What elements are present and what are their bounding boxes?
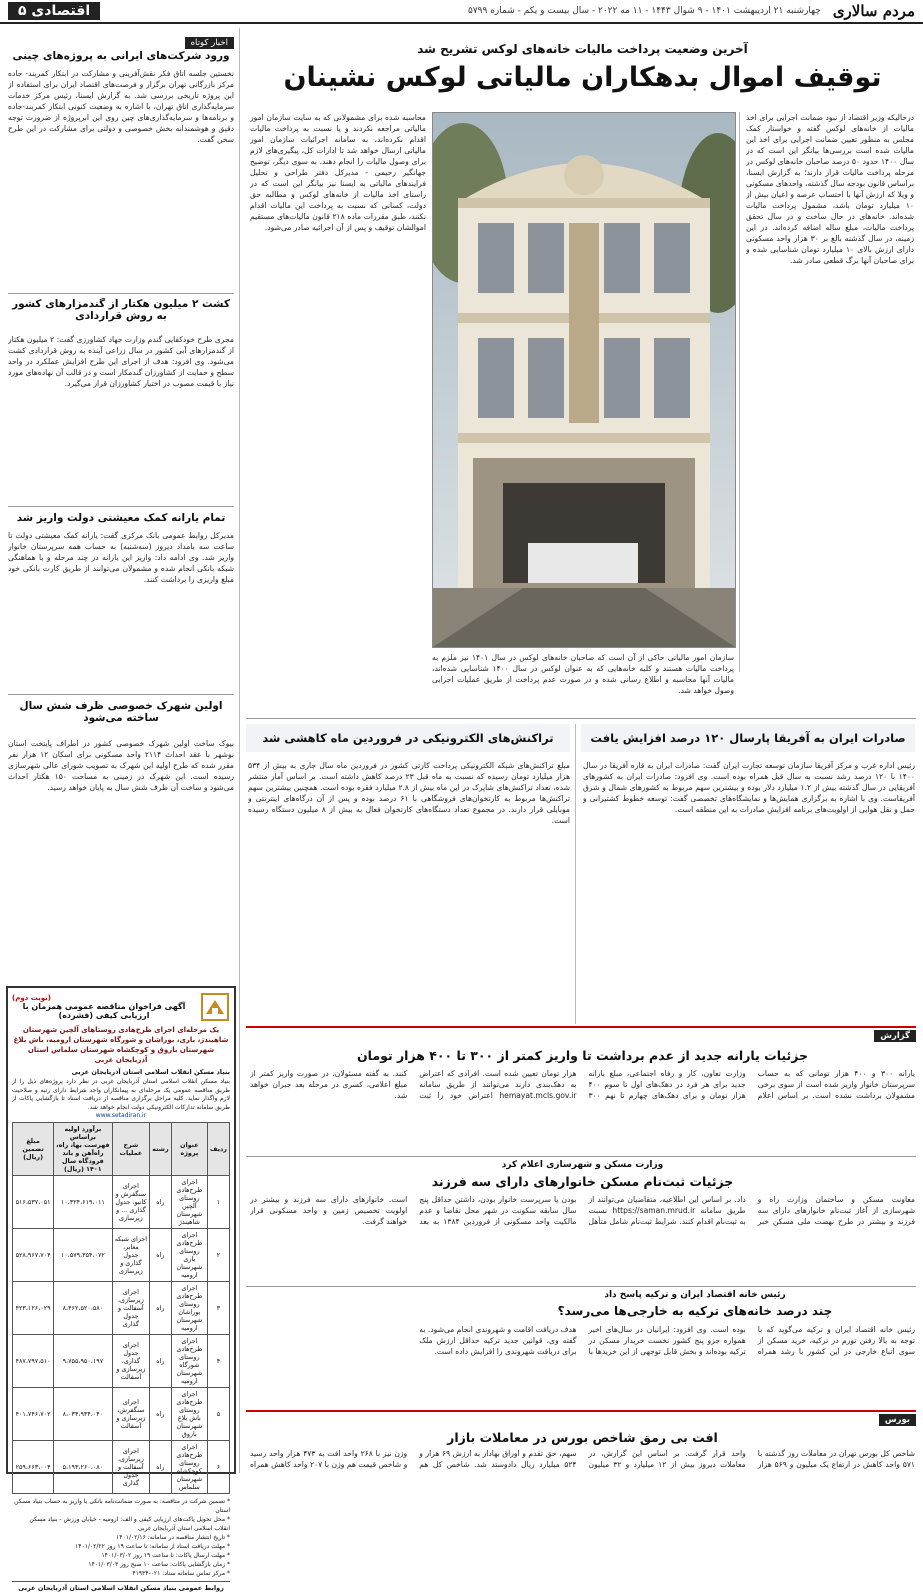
table-cell: راه bbox=[150, 1441, 171, 1494]
report-title: جزئیات یارانه جدید از عدم برداشت تا واریز کمتر از ۳۰۰ تا ۴۰۰ هزار تومان bbox=[357, 1048, 808, 1063]
lead-text-middle-cont bbox=[250, 584, 426, 664]
sidebar-item-title: اولین شهرک خصوصی ظرف شش سال ساخته می‌شود bbox=[19, 700, 223, 724]
turkey-kicker: رئیس خانه اقتصاد ایران و ترکیه پاسخ داد bbox=[604, 1290, 786, 1300]
ad-org: بنیاد مسکن انقلاب اسلامی استان آذربایجان غربی bbox=[71, 1068, 230, 1076]
divider-line bbox=[246, 1286, 916, 1287]
table-cell: ۳ bbox=[208, 1282, 230, 1335]
ad-note: * محل تحویل پاکت‌های ارزیابی کیفی و الف: ارومیه - خیابان ورزش - بنیاد مسکن انقلاب اسلامی استان آذربایجان غربی bbox=[29, 1516, 230, 1532]
table-cell: ۱۰،۳۲۴،۶۱۹،۰۱۱ bbox=[54, 1176, 112, 1229]
villa-photo-illustration bbox=[433, 113, 735, 647]
sidebar-tag: اخبار کوتاه bbox=[185, 37, 234, 49]
table-row bbox=[13, 1282, 230, 1335]
sub-left-text: مبلغ تراکنش‌های شبکه الکترونیکی پرداخت کارتی کشور در فروردین ماه سال جاری به بیش از ۵۳۴ هزار میلیارد تومان رسیده که نسبت به ماه قبل ۲۳ درصد کاهش داشته است. بر اساس آمار منتشر شده، تعداد تراکنش‌های شاپرک در این ماه بیش از ۲.۸ میلیارد فقره بوده است. همچنین بیشترین سهم تراکنش‌ها مربوط به کارتخوان‌های فروشگاهی با ۶۱ درصد بوده و پس از آن درگاه‌های اینترنتی و موبایلی قرار دارند. در مجموع تعداد دستگاه‌های کارتخوان فعال به بیش از ۸ میلیون دستگاه رسیده است. bbox=[248, 761, 570, 825]
ad-note: * زمان بازگشایی پاکات: ساعت ۱۰ صبح روز ۱۴۰۱/۰۳/۰۳ bbox=[88, 1561, 230, 1568]
divider-line bbox=[8, 694, 234, 695]
table-cell: اجرای شبکه معابر، جدول گذاری و زیرسازی bbox=[112, 1229, 150, 1282]
ad-col-header: ردیف bbox=[208, 1123, 230, 1176]
report-label-bar bbox=[246, 1026, 916, 1044]
housing-text: معاونت مسکن و ساختمان وزارت راه و شهرسازی از آغاز ثبت‌نام خانوارهای دارای سه فرزند و بیشتر در طرح نهضت ملی مسکن خبر داد. بر اساس این اطلاعیه، متقاضیان می‌توانند از طریق سامانه https://saman.mrud.ir نسبت به ثبت‌نام اقدام کنند. شرایط ثبت‌نام شامل متأهل بودن یا سرپرست خانوار بودن، داشتن حداقل پنج سال سابقه سکونت در شهر محل تقاضا و عدم مالکیت واحد مسکونی از فروردین ۱۳۸۴ به بعد است. خانوارهای دارای سه فرزند و بیشتر در اولویت تخصیص زمین و واحد مسکونی قرار خواهند گرفت. bbox=[250, 1195, 915, 1226]
sidebar-tag-wrap bbox=[8, 30, 234, 49]
column-divider bbox=[239, 28, 240, 1473]
sidebar-item-text: مدیرکل روابط عمومی بانک مرکزی گفت: یارانه کمک معیشتی دولت تا ساعت سه بامداد دیروز (سه‌شنبه) به حساب همه سرپرستان خانوار واریز شد. وی ادامه داد: واریز این یارانه در چند مرحله و با هماهنگی شبکه بانکی انجام شده و مشمولان می‌توانند از طریق کارت بانکی خود مبلغ واریزی را برداشت کنند. bbox=[8, 531, 234, 584]
ad-intro: بنیاد مسکن انقلاب اسلامی استان آذربایجان غربی در نظر دارد پروژه‌های ذیل را از طریق مناقصه عمومی یک مرحله‌ای به پیمانکاران واجد شرایط دارای رتبه و صلاحیت لازم واگذار نماید. کلیه مراحل برگزاری مناقصه از دریافت اسناد تا بازگشایی پاکات از طریق سامانه تدارکات الکترونیکی دولت انجام خواهد شد. bbox=[12, 1078, 230, 1111]
divider-line bbox=[246, 1156, 916, 1157]
lead-photo bbox=[432, 112, 736, 648]
table-cell: اجرای سنگفرش، زیرسازی و آسفالت bbox=[112, 1388, 150, 1441]
table-cell: ۸،۴۶۲،۵۲۰،۵۸۰ bbox=[54, 1282, 112, 1335]
table-row bbox=[13, 1388, 230, 1441]
ad-site: www.setadiran.ir bbox=[95, 1112, 147, 1119]
table-cell: راه bbox=[150, 1282, 171, 1335]
table-cell: اجرای طرح‌هادی روستای باری شهرستان ارومیه bbox=[171, 1229, 207, 1282]
table-cell: اجرای زیرسازی، آسفالت و جدول گذاری bbox=[112, 1282, 150, 1335]
divider-line bbox=[575, 724, 576, 1024]
table-cell: راه bbox=[150, 1335, 171, 1388]
ad-note: * تضمین شرکت در مناقصه: به صورت ضمانت‌نامه بانکی یا واریز به حساب بنیاد مسکن استان bbox=[14, 1498, 230, 1514]
ad-col-header: شرح عملیات bbox=[112, 1123, 150, 1176]
sub-right-title: صادرات ایران به آفریقا پارسال ۱۲۰ درصد افزایش یافت bbox=[590, 731, 906, 745]
ad-note: * مهلت دریافت اسناد از سامانه: تا ساعت ۱۹ روز ۱۴۰۱/۰۲/۲۲ bbox=[75, 1543, 230, 1550]
table-cell: ۵،۱۹۳،۲۶۰،۰۸۰ bbox=[54, 1441, 112, 1494]
table-cell: راه bbox=[150, 1388, 171, 1441]
ad-note: * تاریخ انتشار مناقصه در سامانه: ۱۴۰۱/۰۲/۱۶ bbox=[116, 1534, 230, 1541]
ad-col-header: برآورد اولیه براساس فهرست بها، راه، راه‌آهن و باند فرودگاه سال ۱۴۰۱ (ریال) bbox=[54, 1123, 112, 1176]
table-cell: ۱۰،۵۷۹،۳۵۴،۰۷۲ bbox=[54, 1229, 112, 1282]
sidebar-item-text: بیوک ساخت اولین شهرک خصوصی کشور در اطراف پایتخت استان بوشهر با عقد احداث ۲۱۱۴ واحد مسکونی برای اسکان ۱۲ هزار نفر مقرر شده که طرح اولیه این شهرک به تصویب شورای عالی شهرسازی رسیده است. این شهرک در زمینی به مساحت ۱۵۰ هکتار احداث می‌شود و ساخت آن ظرف شش سال به پایان خواهد رسید. bbox=[8, 739, 234, 792]
table-row bbox=[13, 1229, 230, 1282]
table-cell: ۶ bbox=[208, 1441, 230, 1494]
divider-line bbox=[8, 293, 234, 294]
table-cell: اجرای طرح‌هادی روستای شورگاه شهرستان ارومیه bbox=[171, 1335, 207, 1388]
turkey-text: رئیس خانه اقتصاد ایران و ترکیه می‌گوید که با توجه به بالا رفتن تورم در ترکیه، خرید مسکن از سوی اتباع خارجی در این کشور با رشد همراه بوده است. وی افزود: ایرانیان در سال‌های اخیر همواره جزو پنج کشور نخست خریدار مسکن در ترکیه بوده‌اند و بخش قابل توجهی از این خریدها با هدف دریافت اقامت و شهروندی انجام می‌شود. به گفته وی، قوانین جدید ترکیه حداقل ارزش ملک برای دریافت شهروندی را افزایش داده است. bbox=[419, 1325, 915, 1356]
table-cell: ۲ bbox=[208, 1229, 230, 1282]
tender-ad bbox=[6, 986, 236, 1592]
sub-right-text: رئیس اداره غرب و مرکز آفریقا سازمان توسعه تجارت ایران گفت: صادرات ایران به قاره آفریقا در سال ۱۴۰۰ با ۱۲۰ درصد رشد نسبت به سال قبل همراه بوده است. وی افزود: صادرات ایران به کشورهای آفریقایی در سال گذشته بیش از ۱.۲ میلیارد دلار بوده و بیشترین سهم مربوط به کشورهای شمال و شرق آفریقاست. وی با اشاره به برگزاری همایش‌ها و نمایشگاه‌های تخصصی گفت: توسعه خطوط کشتیرانی و حمل و نقل هوایی از اولویت‌های برنامه افزایش صادرات به این منطقه است. bbox=[583, 761, 915, 814]
housing-kicker: وزارت مسکن و شهرسازی اعلام کرد bbox=[501, 1160, 664, 1170]
divider-line bbox=[8, 506, 234, 507]
table-cell: راه bbox=[150, 1176, 171, 1229]
turkey-title: چند درصد خانه‌های ترکیه به خارجی‌ها می‌رسد؟ bbox=[557, 1304, 833, 1318]
bourse-text: شاخص کل بورس تهران در معاملات روز گذشته با ۵۷۱ واحد کاهش در ارتفاع یک میلیون و ۵۶۹ هزار واحد قرار گرفت. بر اساس این گزارش، در معاملات دیروز بیش از ۱۲ میلیارد و ۳۲ میلیون سهم، حق تقدم و اوراق بهادار به ارزش ۶۹ هزار و ۵۲۴ میلیارد ریال دادوستد شد. شاخص کل هم وزن نیز با ۲۶۸ واحد افت به ۴۷۳ هزار واحد رسید و شاخص قیمت هم وزن با ۲۰۷ واحد کاهش همراه bbox=[250, 1449, 915, 1469]
table-cell: ۴۲۳،۱۲۶،۰۲۹ bbox=[13, 1282, 54, 1335]
ad-col-header: عنوان پروژه bbox=[171, 1123, 207, 1176]
bourse-title: افت بی رمق شاخص بورس در معاملات بازار bbox=[447, 1430, 718, 1445]
ad-header bbox=[12, 992, 230, 1022]
table-cell: ۵ bbox=[208, 1388, 230, 1441]
table-row bbox=[13, 1176, 230, 1229]
sidebar-item-text: نخستین جلسه اتاق فکر نقش‌آفرینی و مشارکت در ابتکار کمربند- جاده مرکز بازرگانی تهران برگزار و فرصت‌های اقتصاد ایران برای استفاده از این پروژه تاریخی بررسی شد. به گزارش ایسنا، رئیس مرکز خدمات سرمایه‌گذاری اتاق تهران، با اشاره به وضعیت کنونی ابتکار کمربند-جاده و برنامه‌ها و سرمایه‌گذاری‌های چین روی این ابرپروژه از ضرورت توجه دقیق و هوشمندانه بخش خصوصی و دولتی برای مشارکت در این طرح سخن گفت. bbox=[8, 69, 234, 144]
divider-line bbox=[246, 718, 916, 719]
lead-text-right: درحالیکه وزیر اقتصاد از نبود ضمانت اجرایی برای اخذ مالیات از خانه‌های لوکس گفته و خواستار کمک مجلس به منظور تعیین ضمانت اجرایی برای اخذ این مالیات شده است بررسی‌ها بیانگر این است که در سال ۱۴۰۰ حدود ۵۰ درصد صاحبان خانه‌های لوکس در مرحله پرداخت مالیات قرار دارند؛ به گزارش ایسنا، براساس قانون بودجه سال گذشته، واحدهای مسکونی و ویلا که ارزش آنها با احتساب عرصه و اعیان بیش از ۱۰ میلیارد تومان باشد، مشمول پرداخت مالیات شده‌اند. خانه‌های در حال ساخت و در سال تحقق پرداخت مالیات، مبلغ ساله اضافه کرده‌اند. در این زمینه، در سال گذشته بالغ بر ۳۰ هزار واحد مسکونی دارای ارزش بالای ۱۰ میلیارد تومان شناسایی شده و برای صاحبان آنها برگ قطعی صادر شد. bbox=[746, 113, 914, 265]
table-cell: ۸،۰۳۴،۹۳۴،۰۴۰ bbox=[54, 1388, 112, 1441]
table-cell: ۵۱۶،۵۳۷،۰۵۱ bbox=[13, 1176, 54, 1229]
table-cell: اجرای طرح‌هادی روستای بوراشان شهرستان ارومیه bbox=[171, 1282, 207, 1335]
masthead bbox=[0, 0, 923, 24]
page-number: ۵ bbox=[18, 3, 27, 19]
lead-kicker: آخرین وضعیت پرداخت مالیات خانه‌های لوکس تشریح شد bbox=[417, 42, 748, 56]
table-cell: ۱ bbox=[208, 1176, 230, 1229]
section-name: اقتصادی bbox=[31, 3, 91, 19]
lead-text-left: سازمان امور مالیاتی حاکی از آن است که صاحبان خانه‌های لوکس در سال ۱۴۰۱ نیز ملزم به پرداخت مالیات هستند و کلیه خانه‌هایی که به عنوان لوکس در سال ۱۴۰۰ شناسایی شده‌اند، مالیات آنها محاسبه و اطلاع رسانی شده و در صورت عدم پرداخت از طریق عملیات اجرایی وصول خواهد شد. bbox=[432, 653, 734, 695]
ad-title: آگهی فراخوان مناقصه عمومی همزمان با ارزیابی کیفی (فشرده) bbox=[22, 1002, 186, 1020]
ad-badge: (نوبت دوم) bbox=[12, 994, 51, 1002]
table-cell: اجرای طرح‌هادی روستای کوچکشاه شهرستان سلماس bbox=[171, 1441, 207, 1494]
sub-left-title: تراکنش‌های الکترونیکی در فروردین ماه کاهشی شد bbox=[262, 731, 554, 745]
ad-table bbox=[12, 1122, 230, 1494]
lead-text-middle: محاسبه شده برای مشمولانی که به سایت سازمان امور مالیاتی مراجعه نکردند و یا نسبت به پرداخت مالیات اقدام نکرده‌اند، به سامانه اجرائیات سازمان امور مالیاتی ارسال خواهد شد تا ادارات کل، پیگیری‌های لازم برای وصول مالیات را انجام دهند. به سوی دیگر، توضیح جهانگیر رحیمی - مدیرکل دفتر طراحی و تحلیل فرایندهای مالیاتی به ایسنا نیز بیانگر این است که در راستای اخذ مالیات از خانه‌های لوکس و مطالبه حق دولت، کسانی که نسبت به پرداخت این مالیات اقدام نکنند، طبق مقررات ماده ۲۱۸ قانون مالیات‌های مستقیم اموالشان توقیف و پس از آن اجرائیه صادر می‌شود. bbox=[250, 113, 426, 232]
ad-col-header: مبلغ تضمین (ریال) bbox=[13, 1123, 54, 1176]
sidebar-item-title: کشت ۲ میلیون هکتار از گندمزارهای کشور به روش قراردادی bbox=[12, 298, 230, 322]
ad-note: * مرکز تماس سامانه ستاد: ۰۲۱-۴۱۹۳۴ bbox=[132, 1570, 230, 1577]
lead-title: توقیف اموال بدهکاران مالیاتی لوکس نشینان bbox=[283, 62, 882, 93]
ad-footer: روابط عمومی بنیاد مسکن انقلاب اسلامی استان آذربایجان غربی bbox=[12, 1581, 230, 1592]
ad-subtitle: یک مرحله‌ای اجرای طرح‌هادی روستاهای آلچین شهرستان شاهیندژ، باری، بوراشان و شورگاه شهرستان ارومیه، باش بلاغ شهرستان باروق و کوچکشاه شهرستان سلماس استان آذربایجان غربی bbox=[13, 1026, 229, 1064]
table-row bbox=[13, 1335, 230, 1388]
table-cell: ۴۰۱،۷۴۶،۷۰۲ bbox=[13, 1388, 54, 1441]
table-cell: اجرای سنگفرش و کانیو، جدول گذاری ... و زیرسازی bbox=[112, 1176, 150, 1229]
table-cell: اجرای طرح‌هادی روستای باش بلاغ شهرستان باروق bbox=[171, 1388, 207, 1441]
table-cell: اجرای جدول گذاری، زیرسازی و آسفالت bbox=[112, 1335, 150, 1388]
dateline: چهارشنبه ۲۱ اردیبهشت ۱۴۰۱ - ۹ شوال ۱۴۴۳ - ۱۱ مه ۲۰۲۲ - سال بیست و یکم - شماره ۵۷۹۹ bbox=[468, 6, 821, 16]
table-row bbox=[13, 1441, 230, 1494]
table-cell: ۲۵۹،۶۶۳،۰۰۴ bbox=[13, 1441, 54, 1494]
table-cell: اجرای طرح‌هادی روستای آلچین شهرستان شاهیندژ bbox=[171, 1176, 207, 1229]
foundation-logo-icon bbox=[200, 992, 230, 1022]
sidebar-item-title: تمام یارانه کمک معیشتی دولت واریز شد bbox=[16, 512, 226, 524]
ad-note: * مهلت ارسال پاکات: تا ساعت ۱۹ روز ۱۴۰۱/۰۳/۰۲ bbox=[101, 1552, 230, 1559]
report-label: گزارش bbox=[874, 1030, 916, 1042]
brand-logo-text: مردم سالاری bbox=[832, 2, 915, 20]
bourse-label: بورس bbox=[879, 1414, 916, 1426]
sidebar-item-text: مجری طرح خودکفایی گندم وزارت جهاد کشاورزی گفت: ۲ میلیون هکتار از گندمزارهای آبی کشور در سال زراعی آینده به روش قراردادی کشت می‌شود. وی افزود: هدف از اجرای این طرح افزایش عملکرد در واحد سطح و حمایت از کشاورزان گندمکار است و در قالب آن نهاده‌های مورد نیاز با قیمت مصوب در اختیار کشاورزان قرار می‌گیرد. bbox=[8, 335, 234, 388]
table-cell: اجرای زیرسازی، آسفالت و جدول گذاری bbox=[112, 1441, 150, 1494]
ad-notes bbox=[12, 1497, 230, 1578]
bourse-label-bar bbox=[246, 1410, 916, 1428]
table-cell: ۴۸۷،۷۹۷،۵۱۰ bbox=[13, 1335, 54, 1388]
table-cell: ۹،۷۵۵،۹۵۰،۱۹۷ bbox=[54, 1335, 112, 1388]
housing-title: جزئیات ثبت‌نام مسکن خانوارهای دارای سه فرزند bbox=[431, 1174, 734, 1189]
lead-divider bbox=[739, 112, 740, 672]
table-cell: ۴ bbox=[208, 1335, 230, 1388]
section-label bbox=[8, 2, 100, 20]
table-cell: ۵۲۸،۹۶۷،۷۰۴ bbox=[13, 1229, 54, 1282]
table-cell: راه bbox=[150, 1229, 171, 1282]
report-text: یارانه ۳۰۰ و ۴۰۰ هزار تومانی که به حساب سرپرستان خانوار واریز شده است از سوی برخی مشمولان برداشت نشده است. بر اساس اعلام وزارت تعاون، کار و رفاه اجتماعی، مبلغ یارانه جدید برای هر فرد در دهک‌های اول تا سوم ۴۰۰ هزار تومان و برای دهک‌های چهارم تا نهم ۳۰۰ هزار تومان تعیین شده است. افرادی که اعتراض به دهک‌بندی دارند می‌توانند از طریق سامانه hemayat.mcls.gov.ir اعتراض خود را ثبت کنند. به گفته مسئولان، در صورت واریز کمتر از مبلغ اعلامی، کسری در مرحله بعد جبران خواهد شد. bbox=[250, 1069, 915, 1100]
sidebar-item-title: ورود شرکت‌های ایرانی به پروژه‌های چینی bbox=[12, 50, 230, 62]
ad-table-header-row bbox=[13, 1123, 230, 1176]
ad-col-header: رشته bbox=[150, 1123, 171, 1176]
